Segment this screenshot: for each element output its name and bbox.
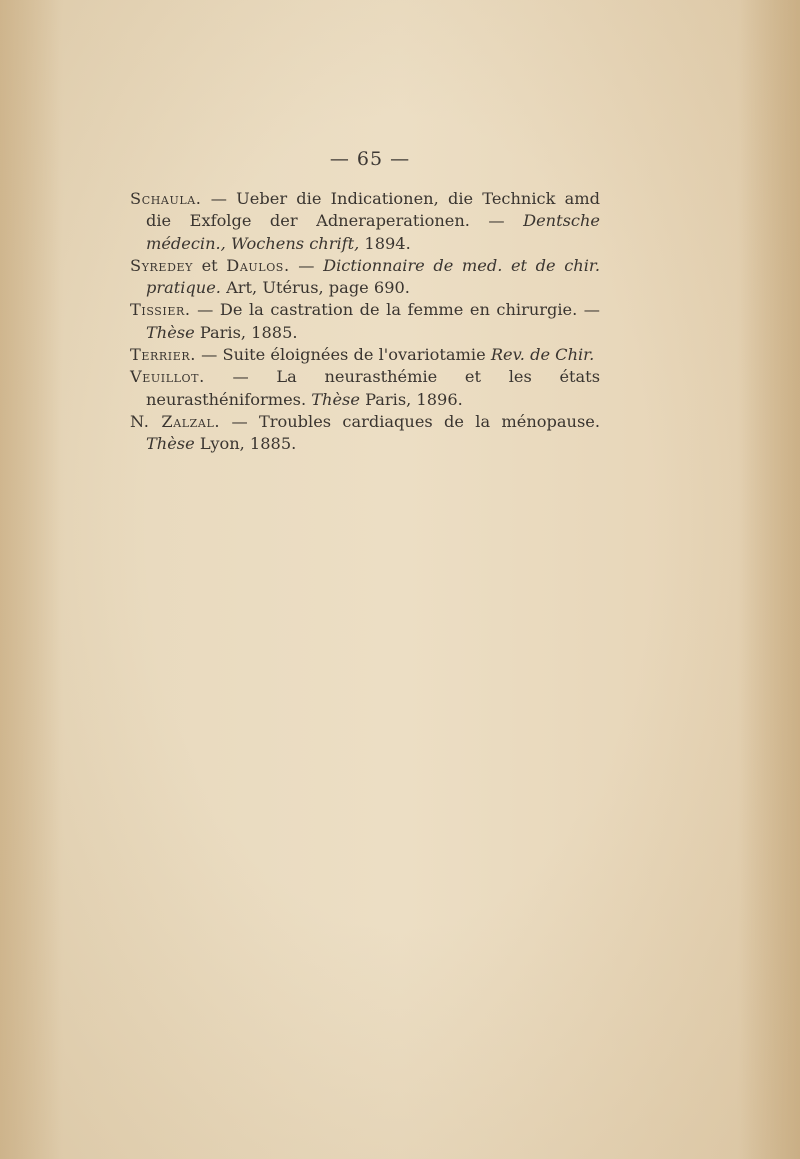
entry-source: Rev. de Chir. (490, 345, 595, 365)
entry-text: — De la castration de la femme en chirurgie. — (190, 300, 600, 320)
entry-author: N. Zalzal. (130, 411, 221, 431)
entry-author: Syredey (130, 255, 193, 275)
entry-author: Terrier. (130, 345, 196, 365)
entry-text: — Suite éloignées de l'ovariotamie (196, 345, 491, 365)
bibliography-entry (130, 344, 600, 366)
entry-text: — Ueber die Indicationen, die Technick amd die Exfolge der Adneraperationen. — (146, 189, 600, 231)
entry-text: Paris, 1896. (359, 389, 463, 409)
entry-source: Thèse (146, 322, 195, 342)
entry-text: — La neurasthémie et les états neurasthéniformes. (146, 367, 600, 409)
entry-text: Lyon, 1885. (194, 434, 297, 454)
bibliography-entry (130, 255, 600, 300)
entry-text: et (192, 255, 227, 275)
entry-source: Dentsche médecin., Wochens chrift, (146, 211, 600, 253)
entry-text: — (289, 255, 324, 275)
entry-text: Paris, 1885. (194, 322, 298, 342)
entry-text: — Troubles cardiaques de la ménopause. (220, 411, 600, 431)
left-edge-shade (0, 0, 60, 1159)
right-edge-shade (740, 0, 800, 1159)
bibliography-list (130, 188, 600, 456)
bibliography-entry (130, 411, 600, 456)
bibliography-entry (130, 366, 600, 411)
bibliography-entry (130, 188, 600, 255)
entry-text: 1894. (359, 233, 411, 253)
entry-source: Thèse (146, 434, 195, 454)
entry-author: Daulos. (226, 255, 290, 275)
page-number: — 65 — (329, 148, 411, 170)
entry-author: Tissier. (130, 300, 191, 320)
entry-author: Schaula. (130, 189, 202, 208)
entry-source: Dictionnaire de med. et de chir. pratique. (146, 255, 600, 298)
entry-author: Veuillot. (130, 367, 205, 387)
entry-source: Thèse (311, 389, 360, 409)
bibliography-entry (130, 299, 600, 344)
entry-text: Art, Utérus, page 690. (220, 278, 410, 298)
